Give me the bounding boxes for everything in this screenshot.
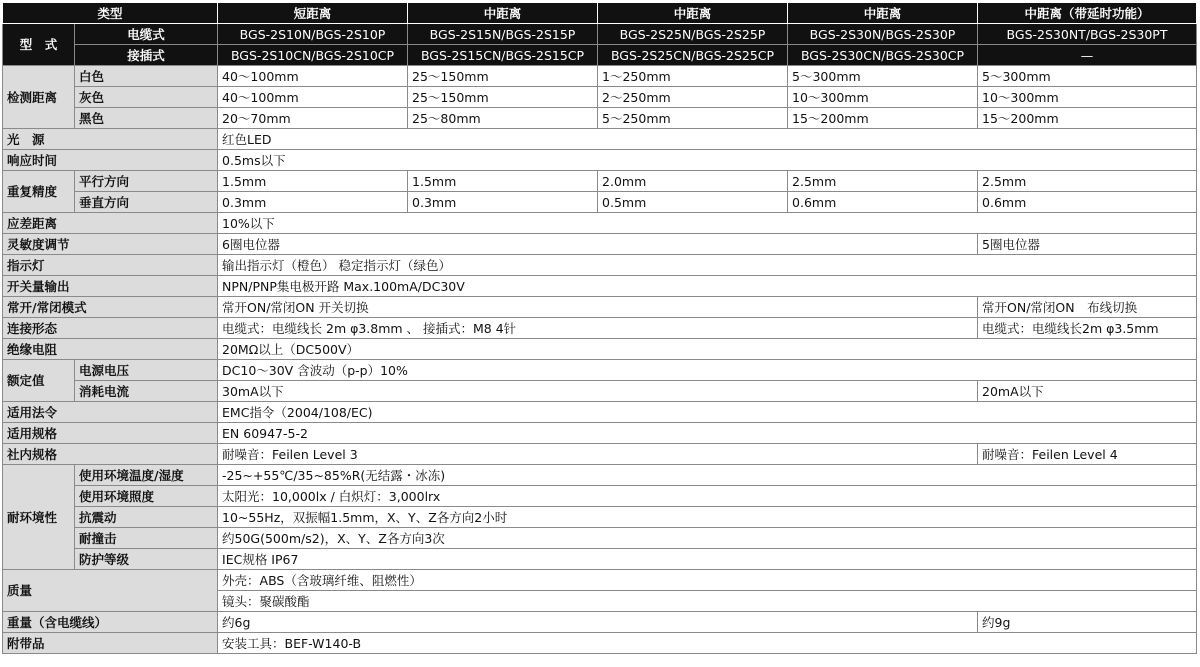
env-temp-value: -25~+55℃/35~85%R(无结露・冰冻) (218, 465, 1197, 486)
repeat-vertical-3: 0.5mm (598, 192, 788, 213)
col-header-3: 中距离 (598, 3, 788, 24)
model-plug-row (3, 45, 1197, 66)
detect-black-label: 黑色 (75, 108, 218, 129)
env-protection-label: 防护等级 (75, 549, 218, 570)
repeat-vertical-label: 垂直方向 (75, 192, 218, 213)
model-plug-4: BGS-2S30CN/BGS-2S30CP (788, 45, 978, 66)
insulation-label: 绝缘电阻 (3, 339, 218, 360)
detect-gray-row (3, 87, 1197, 108)
light-source-value: 红色LED (218, 129, 1197, 150)
repeat-vertical-5: 0.6mm (978, 192, 1197, 213)
col-header-5: 中距离（带延时功能） (978, 3, 1197, 24)
model-plug-2: BGS-2S15CN/BGS-2S15CP (408, 45, 598, 66)
output-row (3, 276, 1197, 297)
internal-value: 耐噪音：Feilen Level 3 (218, 444, 978, 465)
output-label: 开关量输出 (3, 276, 218, 297)
model-cable-1: BGS-2S10N/BGS-2S10P (218, 24, 408, 45)
detect-black-4: 15～200mm (788, 108, 978, 129)
accessory-label: 附带品 (3, 633, 218, 654)
model-plug-3: BGS-2S25CN/BGS-2S25CP (598, 45, 788, 66)
col-header-4: 中距离 (788, 3, 978, 24)
repeat-vertical-1: 0.3mm (218, 192, 408, 213)
rated-current-value-last: 20mA以下 (978, 381, 1197, 402)
response-label: 响应时间 (3, 150, 218, 171)
internal-row (3, 444, 1197, 465)
detect-white-4: 5～300mm (788, 66, 978, 87)
response-row (3, 150, 1197, 171)
rated-voltage-label: 电源电压 (75, 360, 218, 381)
sensitivity-value: 6圈电位器 (218, 234, 978, 255)
env-protection-value: IEC规格 IP67 (218, 549, 1197, 570)
env-illum-label: 使用环境照度 (75, 486, 218, 507)
detect-black-5: 15～200mm (978, 108, 1197, 129)
col-header-1: 短距离 (218, 3, 408, 24)
env-shock-row (3, 528, 1197, 549)
weight-row (3, 612, 1197, 633)
mode-value-last: 常开ON/常闭ON 布线切换 (978, 297, 1197, 318)
detect-black-row (3, 108, 1197, 129)
detect-white-label: 白色 (75, 66, 218, 87)
detect-black-2: 25～80mm (408, 108, 598, 129)
law-value: EMC指令（2004/108/EC) (218, 402, 1197, 423)
detect-gray-1: 40～100mm (218, 87, 408, 108)
mode-row (3, 297, 1197, 318)
model-cable-label: 电缆式 (75, 24, 218, 45)
weight-value: 约6g (218, 612, 978, 633)
indicator-label: 指示灯 (3, 255, 218, 276)
env-temp-label: 使用环境温度/湿度 (75, 465, 218, 486)
repeat-parallel-label: 平行方向 (75, 171, 218, 192)
standard-row (3, 423, 1197, 444)
env-temp-row (3, 465, 1197, 486)
env-shock-label: 耐撞击 (75, 528, 218, 549)
detect-gray-label: 灰色 (75, 87, 218, 108)
standard-value: EN 60947-5-2 (218, 423, 1197, 444)
detect-black-1: 20～70mm (218, 108, 408, 129)
spec-table (2, 2, 1197, 654)
repeat-vertical-4: 0.6mm (788, 192, 978, 213)
sensitivity-label: 灵敏度调节 (3, 234, 218, 255)
connection-label: 连接形态 (3, 318, 218, 339)
env-illum-value: 太阳光：10,000lx / 白炽灯：3,000lrx (218, 486, 1197, 507)
connection-row (3, 318, 1197, 339)
insulation-value: 20MΩ以上（DC500V） (218, 339, 1197, 360)
hysteresis-value: 10%以下 (218, 213, 1197, 234)
weight-label: 重量（含电缆线） (3, 612, 218, 633)
header-row (3, 3, 1197, 24)
repeat-vertical-2: 0.3mm (408, 192, 598, 213)
repeat-label: 重复精度 (3, 171, 75, 213)
accessory-value: 安装工具：BEF-W140-B (218, 633, 1197, 654)
model-cable-4: BGS-2S30N/BGS-2S30P (788, 24, 978, 45)
model-cable-5: BGS-2S30NT/BGS-2S30PT (978, 24, 1197, 45)
repeat-parallel-row (3, 171, 1197, 192)
model-plug-5: — (978, 45, 1197, 66)
type-header: 类型 (3, 3, 218, 24)
env-vibration-label: 抗震动 (75, 507, 218, 528)
env-shock-value: 约50G(500m/s2)，X、Y、Z各方向3次 (218, 528, 1197, 549)
connection-value: 电缆式：电缆线长 2m φ3.8mm 、 接插式：M8 4针 (218, 318, 978, 339)
internal-label: 社内规格 (3, 444, 218, 465)
env-vibration-value: 10~55Hz，双振幅1.5mm，X、Y、Z各方向2小时 (218, 507, 1197, 528)
sensitivity-value-last: 5圈电位器 (978, 234, 1197, 255)
model-cable-2: BGS-2S15N/BGS-2S15P (408, 24, 598, 45)
accessory-row (3, 633, 1197, 654)
output-value: NPN/PNP集电极开路 Max.100mA/DC30V (218, 276, 1197, 297)
mode-label: 常开/常闭模式 (3, 297, 218, 318)
model-label: 型 式 (3, 24, 75, 66)
rated-current-value: 30mA以下 (218, 381, 978, 402)
model-plug-1: BGS-2S10CN/BGS-2S10CP (218, 45, 408, 66)
insulation-row (3, 339, 1197, 360)
env-illum-row (3, 486, 1197, 507)
rated-current-label: 消耗电流 (75, 381, 218, 402)
mode-value: 常开ON/常闭ON 开关切换 (218, 297, 978, 318)
light-source-row (3, 129, 1197, 150)
internal-value-last: 耐噪音：Feilen Level 4 (978, 444, 1197, 465)
repeat-vertical-row (3, 192, 1197, 213)
env-protection-row (3, 549, 1197, 570)
model-plug-label: 接插式 (75, 45, 218, 66)
detect-white-2: 25～150mm (408, 66, 598, 87)
material-label: 质量 (3, 570, 218, 612)
repeat-parallel-4: 2.5mm (788, 171, 978, 192)
detect-gray-4: 10～300mm (788, 87, 978, 108)
repeat-parallel-5: 2.5mm (978, 171, 1197, 192)
detect-white-1: 40～100mm (218, 66, 408, 87)
material-lens: 镜头：聚碳酸酯 (218, 591, 1197, 612)
response-value: 0.5ms以下 (218, 150, 1197, 171)
model-cable-row (3, 24, 1197, 45)
repeat-parallel-1: 1.5mm (218, 171, 408, 192)
rated-voltage-row (3, 360, 1197, 381)
material-housing-row (3, 570, 1197, 591)
model-cable-3: BGS-2S25N/BGS-2S25P (598, 24, 788, 45)
sensitivity-row (3, 234, 1197, 255)
connection-value-last: 电缆式：电缆线长2m φ3.5mm (978, 318, 1197, 339)
detect-white-5: 5～300mm (978, 66, 1197, 87)
light-source-label: 光 源 (3, 129, 218, 150)
rated-current-row (3, 381, 1197, 402)
rated-voltage-value: DC10～30V 含波动（p-p）10% (218, 360, 1197, 381)
detect-gray-5: 10～300mm (978, 87, 1197, 108)
rated-label: 额定值 (3, 360, 75, 402)
indicator-row (3, 255, 1197, 276)
detect-gray-3: 2～250mm (598, 87, 788, 108)
standard-label: 适用规格 (3, 423, 218, 444)
law-row (3, 402, 1197, 423)
law-label: 适用法令 (3, 402, 218, 423)
weight-value-last: 约9g (978, 612, 1197, 633)
detect-white-row (3, 66, 1197, 87)
repeat-parallel-2: 1.5mm (408, 171, 598, 192)
col-header-2: 中距离 (408, 3, 598, 24)
material-housing: 外壳：ABS（含玻璃纤维、阻燃性） (218, 570, 1197, 591)
detect-label: 检测距离 (3, 66, 75, 129)
detect-white-3: 1～250mm (598, 66, 788, 87)
detect-black-3: 5～250mm (598, 108, 788, 129)
env-label: 耐环境性 (3, 465, 75, 570)
env-vibration-row (3, 507, 1197, 528)
repeat-parallel-3: 2.0mm (598, 171, 788, 192)
detect-gray-2: 25～150mm (408, 87, 598, 108)
hysteresis-row (3, 213, 1197, 234)
indicator-value: 输出指示灯（橙色） 稳定指示灯（绿色） (218, 255, 1197, 276)
hysteresis-label: 应差距离 (3, 213, 218, 234)
